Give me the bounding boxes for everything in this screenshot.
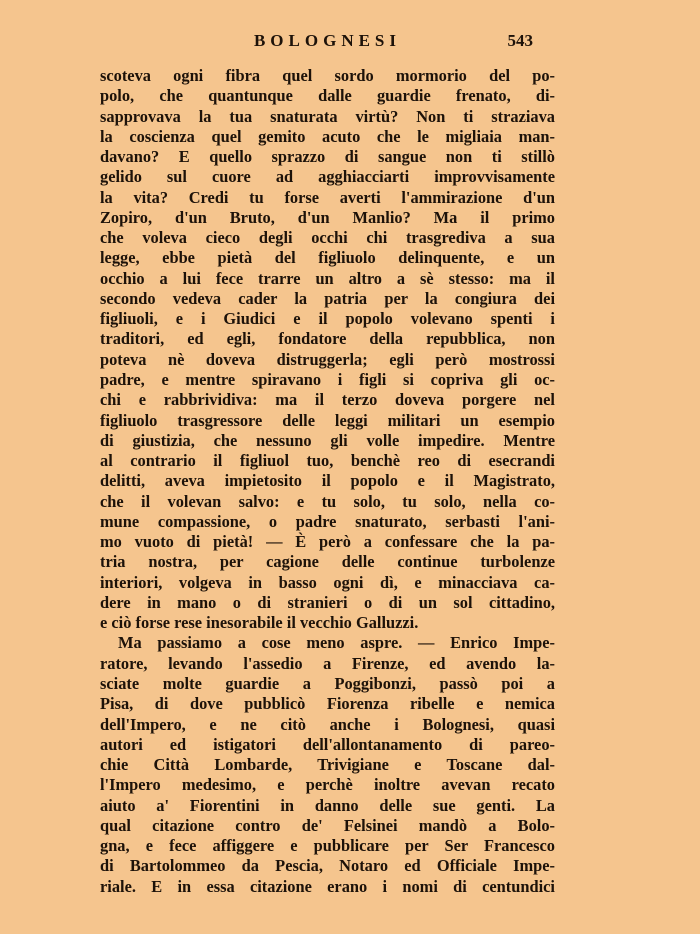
text-line: la coscienza quel gemito acuto che le migliaia man-: [100, 126, 555, 146]
text-line: interiori, volgeva in basso ogni dì, e minacciava ca-: [100, 572, 555, 592]
text-line: la vita? Credi tu forse averti l'ammirazione d'un: [100, 187, 555, 207]
text-line: mune compassione, o padre snaturato, serbasti l'ani-: [100, 511, 555, 531]
text-line: figliuolo trasgressore delle leggi militari un esempio: [100, 410, 555, 430]
text-line: qual citazione contro de' Felsinei mandò a Bolo-: [100, 815, 555, 835]
text-line: Zopiro, d'un Bruto, d'un Manlio? Ma il primo: [100, 207, 555, 227]
body-text: [100, 66, 555, 897]
text-line: al contrario il figliuol tuo, benchè reo di esecrandi: [100, 451, 555, 471]
text-line: l'Impero medesimo, e perchè inoltre avevan recato: [100, 775, 555, 795]
text-line: riale. E in essa citazione erano i nomi di centundici: [100, 876, 555, 896]
text-line: che voleva cieco degli occhi chi trasgrediva a sua: [100, 228, 555, 248]
text-line: di giustizia, che nessuno gli volle impedire. Mentre: [100, 430, 555, 450]
text-line: secondo vedeva cader la patria per la congiura dei: [100, 288, 555, 308]
text-line: autori ed istigatori dell'allontanamento di pareo-: [100, 734, 555, 754]
text-line: di Bartolommeo da Pescia, Notaro ed Officiale Impe-: [100, 856, 555, 876]
text-line: padre, e mentre spiravano i figli si copriva gli oc-: [100, 369, 555, 389]
text-line: e ciò forse rese inesorabile il vecchio Galluzzi.: [100, 613, 419, 633]
text-line: occhio a lui fece trarre un altro a sè stesso: ma il: [100, 268, 555, 288]
text-line: Pisa, di dove pubblicò Fiorenza ribelle e nemica: [100, 694, 555, 714]
text-line: gelido sul cuore ad agghiacciarti improvvisamente: [100, 167, 555, 187]
text-line: legge, ebbe pietà del figliuolo delinquente, e un: [100, 248, 555, 268]
text-line: aiuto a' Fiorentini in danno delle sue genti. La: [100, 795, 555, 815]
page-number: 543: [507, 31, 533, 50]
text-line: sciate molte guardie a Poggibonzi, passò poi a: [100, 673, 555, 693]
text-line: ratore, levando l'assedio a Firenze, ed avendo la-: [100, 653, 555, 673]
text-line: davano? E quello sprazzo di sangue non ti stillò: [100, 147, 555, 167]
text-line: scoteva ogni fibra quel sordo mormorio del po-: [100, 66, 555, 85]
page-header: [100, 31, 555, 55]
text-line: figliuoli, e i Giudici e il popolo volevano spenti i: [100, 309, 555, 329]
text-line: sapprovava la tua snaturata virtù? Non ti straziava: [100, 106, 555, 126]
running-title: BOLOGNESI: [253, 31, 402, 50]
text-line: mo vuoto di pietà! — È però a confessare che la pa-: [100, 532, 555, 552]
text-line: traditori, ed egli, fondatore della repubblica, non: [100, 329, 555, 349]
text-line: tria nostra, per cagione delle continue turbolenze: [100, 552, 555, 572]
text-line: delitti, aveva impietosito il popolo e il Magistrato,: [100, 471, 555, 491]
text-line: chie Città Lombarde, Trivigiane e Toscane dal-: [100, 755, 555, 775]
text-line: che il volevan salvo: e tu solo, tu solo, nella co-: [100, 491, 555, 511]
text-line: poteva nè doveva distruggerla; egli però mostrossi: [100, 349, 555, 369]
text-line: dere in mano o di stranieri o di un sol cittadino,: [100, 592, 555, 612]
text-line: dell'Impero, e ne citò anche i Bolognesi, quasi: [100, 714, 555, 734]
text-line: gna, e fece affiggere e pubblicare per Ser Francesco: [100, 836, 555, 856]
text-line: chi e rabbrividiva: ma il terzo doveva porgere nel: [100, 390, 555, 410]
text-line: polo, che quantunque dalle guardie frenato, di-: [100, 86, 555, 106]
text-line: Ma passiamo a cose meno aspre. — Enrico Impe-: [118, 633, 555, 653]
